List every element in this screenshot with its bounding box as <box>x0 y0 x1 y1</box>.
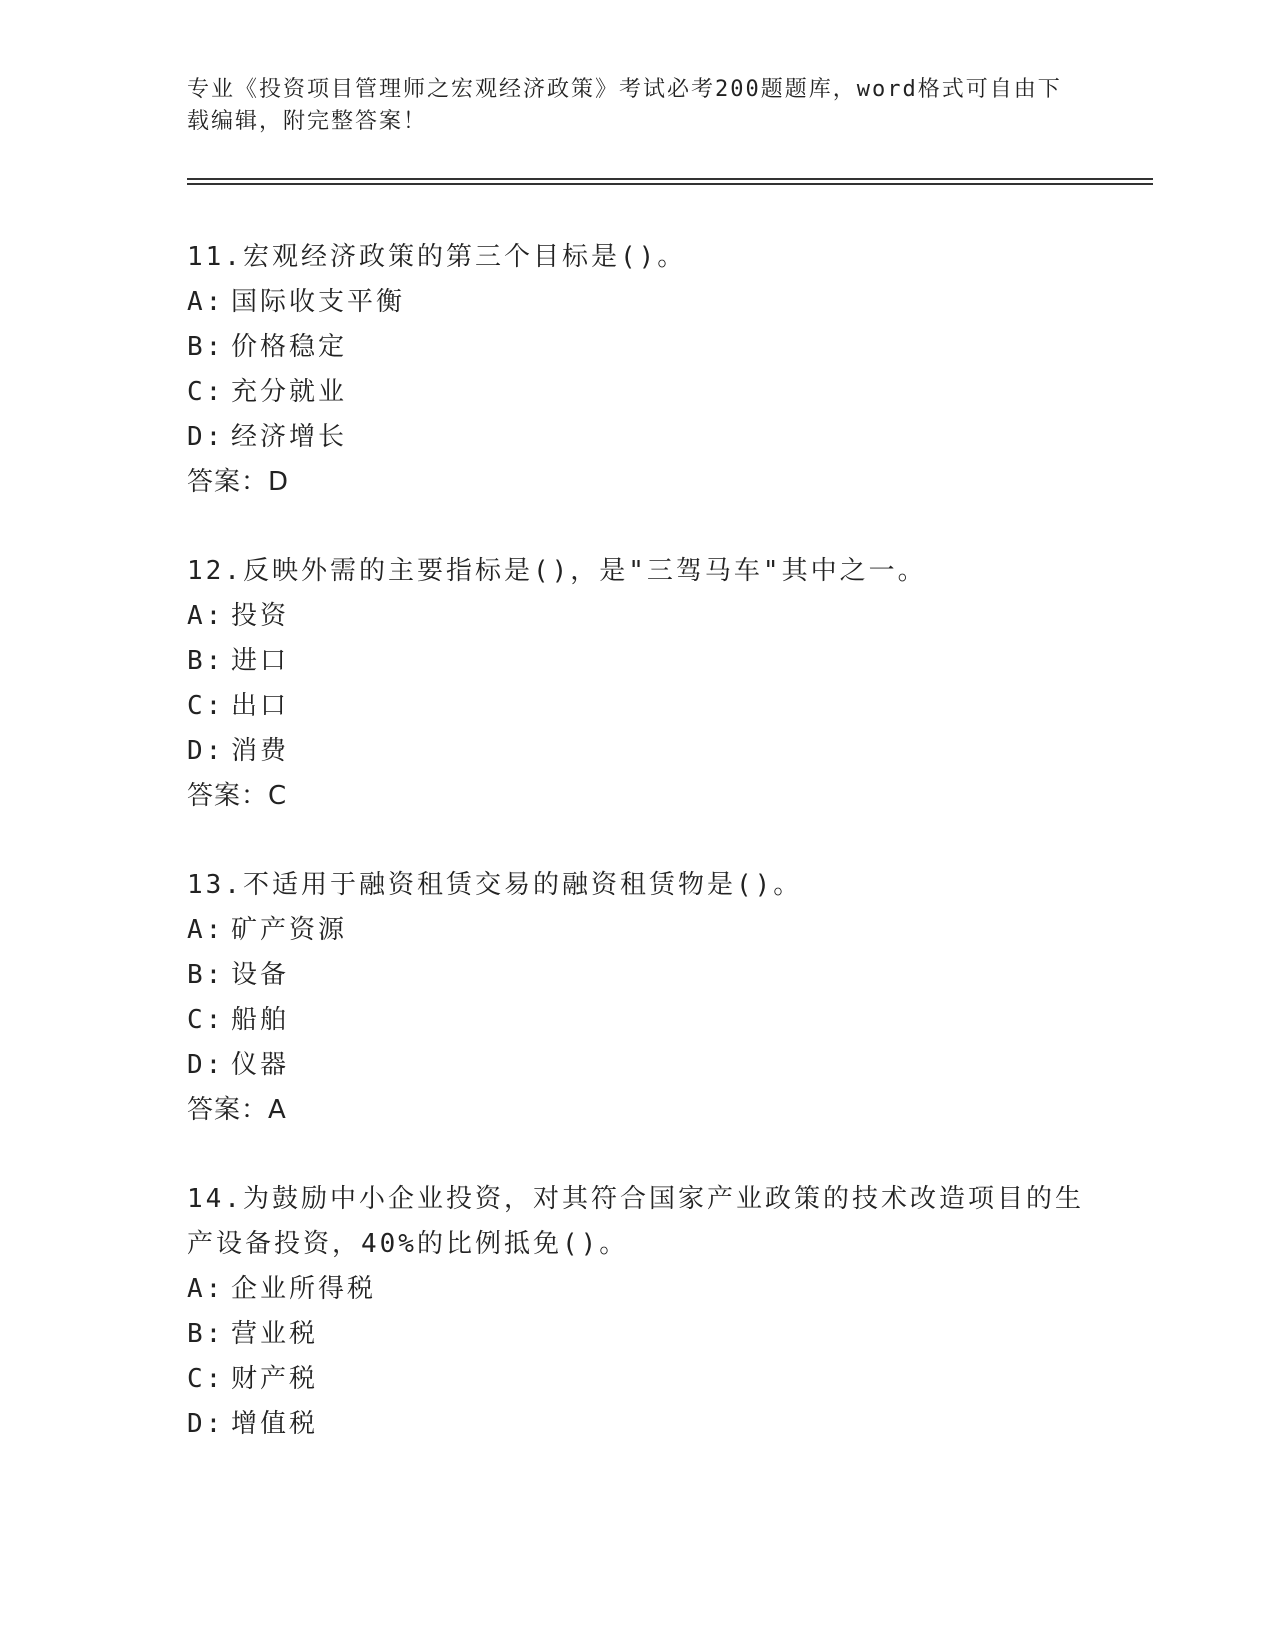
option-letter: C: <box>187 1364 225 1394</box>
answer-line: 答案：A <box>187 1095 287 1125</box>
option-letter: B: <box>187 332 225 362</box>
option-b <box>187 325 1087 370</box>
option-letter: D: <box>187 422 225 452</box>
question-list <box>187 235 1087 1491</box>
option-text: 国际收支平衡 <box>231 287 406 317</box>
option-letter: B: <box>187 1319 225 1349</box>
question-stem: 11.宏观经济政策的第三个目标是()。 <box>187 242 687 272</box>
option-text: 经济增长 <box>231 422 348 452</box>
option-text: 财产税 <box>231 1364 319 1394</box>
header-rule-top <box>187 178 1153 180</box>
option-text: 仪器 <box>231 1050 290 1080</box>
option-letter: C: <box>187 691 225 721</box>
option-text: 价格稳定 <box>231 332 348 362</box>
option-letter: C: <box>187 377 225 407</box>
question-11 <box>187 235 1087 505</box>
option-letter: A: <box>187 287 225 317</box>
option-b <box>187 639 1087 684</box>
option-a <box>187 908 1087 953</box>
option-d <box>187 1402 1087 1447</box>
answer-line: 答案：C <box>187 781 288 811</box>
header-rule-bottom <box>187 183 1153 185</box>
option-letter: A: <box>187 601 225 631</box>
option-d <box>187 1043 1087 1088</box>
option-d <box>187 729 1087 774</box>
option-a <box>187 1267 1087 1312</box>
question-stem: 12.反映外需的主要指标是()，是"三驾马车"其中之一。 <box>187 556 927 586</box>
question-stem: 14.为鼓励中小企业投资，对其符合国家产业政策的技术改造项目的生产设备投资，40%的比例抵免()。 <box>187 1184 1084 1259</box>
option-d <box>187 415 1087 460</box>
option-text: 企业所得税 <box>231 1274 377 1304</box>
option-text: 投资 <box>231 601 290 631</box>
option-text: 矿产资源 <box>231 915 348 945</box>
option-c <box>187 1357 1087 1402</box>
option-text: 设备 <box>231 960 290 990</box>
option-letter: A: <box>187 1274 225 1304</box>
option-b <box>187 1312 1087 1357</box>
option-text: 营业税 <box>231 1319 319 1349</box>
question-14 <box>187 1177 1087 1447</box>
option-text: 消费 <box>231 736 290 766</box>
document-header: 专业《投资项目管理师之宏观经济政策》考试必考200题题库，word格式可自由下载编辑，附完整答案！ <box>187 77 1062 134</box>
option-a <box>187 280 1087 325</box>
option-letter: A: <box>187 915 225 945</box>
question-stem: 13.不适用于融资租赁交易的融资租赁物是()。 <box>187 870 803 900</box>
option-letter: C: <box>187 1005 225 1035</box>
answer-line: 答案：D <box>187 467 290 497</box>
option-letter: D: <box>187 736 225 766</box>
option-letter: B: <box>187 646 225 676</box>
question-12 <box>187 549 1087 819</box>
option-b <box>187 953 1087 998</box>
option-a <box>187 594 1087 639</box>
question-13 <box>187 863 1087 1133</box>
option-c <box>187 998 1087 1043</box>
option-letter: B: <box>187 960 225 990</box>
option-text: 进口 <box>231 646 290 676</box>
option-text: 船舶 <box>231 1005 290 1035</box>
option-text: 充分就业 <box>231 377 348 407</box>
option-text: 出口 <box>231 691 290 721</box>
option-text: 增值税 <box>231 1409 319 1439</box>
option-c <box>187 370 1087 415</box>
option-c <box>187 684 1087 729</box>
option-letter: D: <box>187 1409 225 1439</box>
option-letter: D: <box>187 1050 225 1080</box>
